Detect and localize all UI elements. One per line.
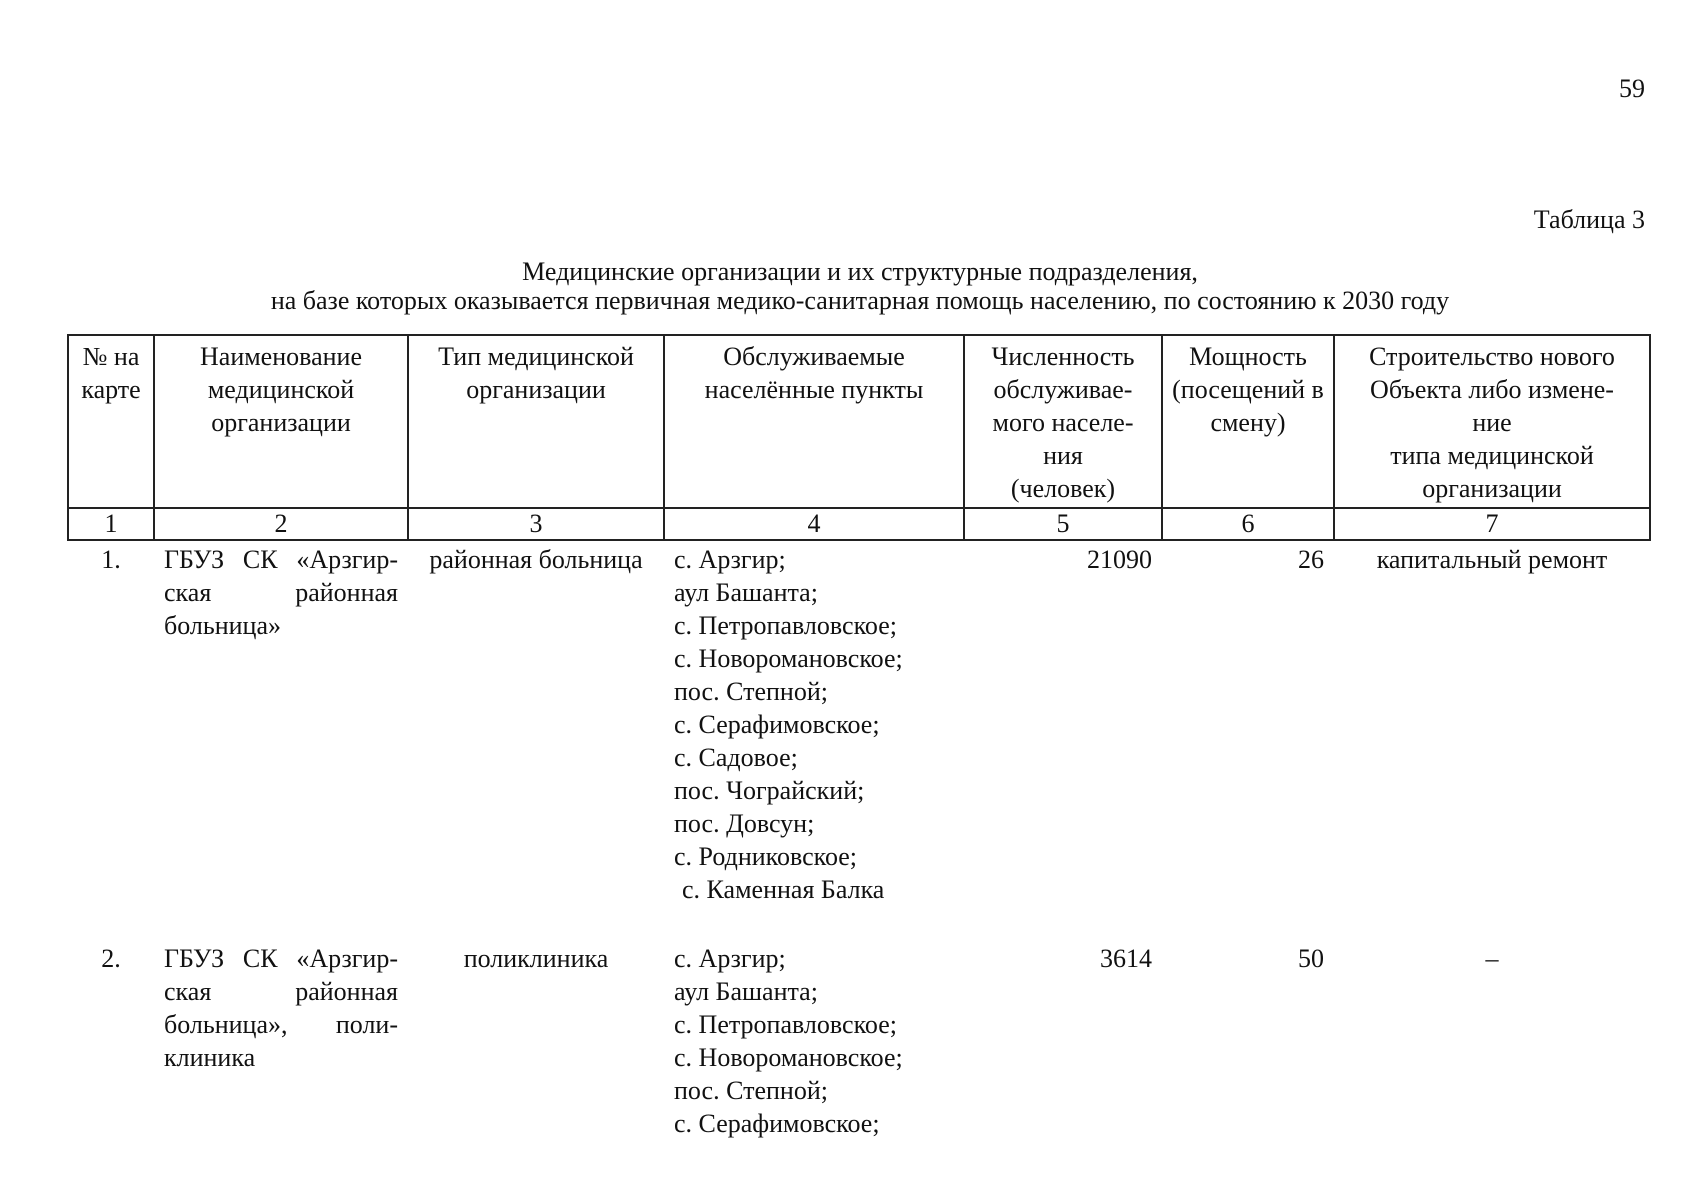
header-served-settlements: Обслуживаемые населённые пункты <box>664 335 964 508</box>
header-construction-line-1: Строительство нового <box>1369 342 1615 371</box>
settlement-item: аул Башанта; <box>674 578 818 607</box>
table-title <box>60 257 1660 315</box>
column-number: 4 <box>664 508 964 540</box>
table-title-line-1: Медицинские организации и их структурные подразделения, <box>522 257 1198 286</box>
column-number: 6 <box>1162 508 1334 540</box>
settlement-item: пос. Степной; <box>674 677 828 706</box>
column-number: 3 <box>408 508 664 540</box>
row-served-settlements <box>664 940 964 1142</box>
settlement-item: с. Арзгир; <box>674 545 786 574</box>
header-construction-line-2: Объекта либо измене- <box>1370 375 1614 404</box>
settlement-item: пос. Степной; <box>674 1076 828 1105</box>
row-organization-type: районная больница <box>429 545 643 574</box>
row-map-number: 2. <box>101 944 121 973</box>
column-number-row <box>68 508 1650 540</box>
header-population-line-3: мого населе- <box>992 408 1134 437</box>
settlement-item: с. Петропавловское; <box>674 611 897 640</box>
row-capacity: 26 <box>1298 545 1324 574</box>
row-population: 21090 <box>1087 545 1152 574</box>
settlement-item: с. Садовое; <box>674 743 798 772</box>
header-population-line-1: Численность <box>991 342 1135 371</box>
settlement-item: с. Серафимовское; <box>674 710 880 739</box>
header-construction-line-3: ние <box>1472 408 1512 437</box>
table-row <box>68 540 1650 940</box>
settlement-item: пос. Чограйский; <box>674 776 865 805</box>
column-number: 7 <box>1334 508 1650 540</box>
header-capacity: Мощность (посещений в смену) <box>1162 335 1334 508</box>
settlement-item: с. Родниковское; <box>674 842 858 871</box>
settlement-item: с. Петропавловское; <box>674 1010 897 1039</box>
settlement-item: с. Серафимовское; <box>674 1109 880 1138</box>
table-title-line-2: на базе которых оказывается первичная медико-санитарная помощь населению, по состоянию к 2030 году <box>270 286 1450 315</box>
header-organization-type: Тип медицинской организации <box>408 335 664 508</box>
organizations-table <box>67 334 1651 1142</box>
header-population-line-2: обслуживае- <box>993 375 1133 404</box>
header-construction-line-4: типа медицинской <box>1390 441 1594 470</box>
row-served-settlements <box>664 540 964 940</box>
table-row <box>68 940 1650 1142</box>
settlement-item: с. Каменная Балка <box>682 875 885 904</box>
settlement-item: пос. Довсун; <box>674 809 815 838</box>
header-row <box>68 335 1650 508</box>
column-number: 5 <box>964 508 1162 540</box>
header-population-line-5: (человек) <box>1010 474 1116 503</box>
row-construction: капитальный ремонт <box>1376 545 1608 574</box>
header-population <box>964 335 1162 508</box>
row-organization-type: поликлиника <box>463 944 609 973</box>
column-number: 1 <box>68 508 154 540</box>
header-construction-line-5: организации <box>1422 474 1562 503</box>
header-map-number: № на карте <box>68 335 154 508</box>
settlement-item: с. Арзгир; <box>674 944 786 973</box>
page-number: 59 <box>1619 74 1645 103</box>
table-label: Таблица 3 <box>1533 205 1645 234</box>
settlement-item: с. Новоромановское; <box>674 644 903 673</box>
settlement-item: аул Башанта; <box>674 977 818 1006</box>
header-population-line-4: ния <box>1043 441 1083 470</box>
column-number: 2 <box>154 508 408 540</box>
settlement-item: с. Новоромановское; <box>674 1043 903 1072</box>
row-construction: – <box>1485 944 1499 973</box>
header-construction <box>1334 335 1650 508</box>
header-organization-name: Наименование медицинской организации <box>154 335 408 508</box>
row-population: 3614 <box>1100 944 1152 973</box>
row-capacity: 50 <box>1298 944 1324 973</box>
row-map-number: 1. <box>101 545 121 574</box>
row-organization-name: ГБУЗ СК «Арзгир-ская районная больница», поли-клиника <box>164 944 398 1072</box>
row-organization-name: ГБУЗ СК «Арзгир-ская районная больница» <box>164 545 398 640</box>
